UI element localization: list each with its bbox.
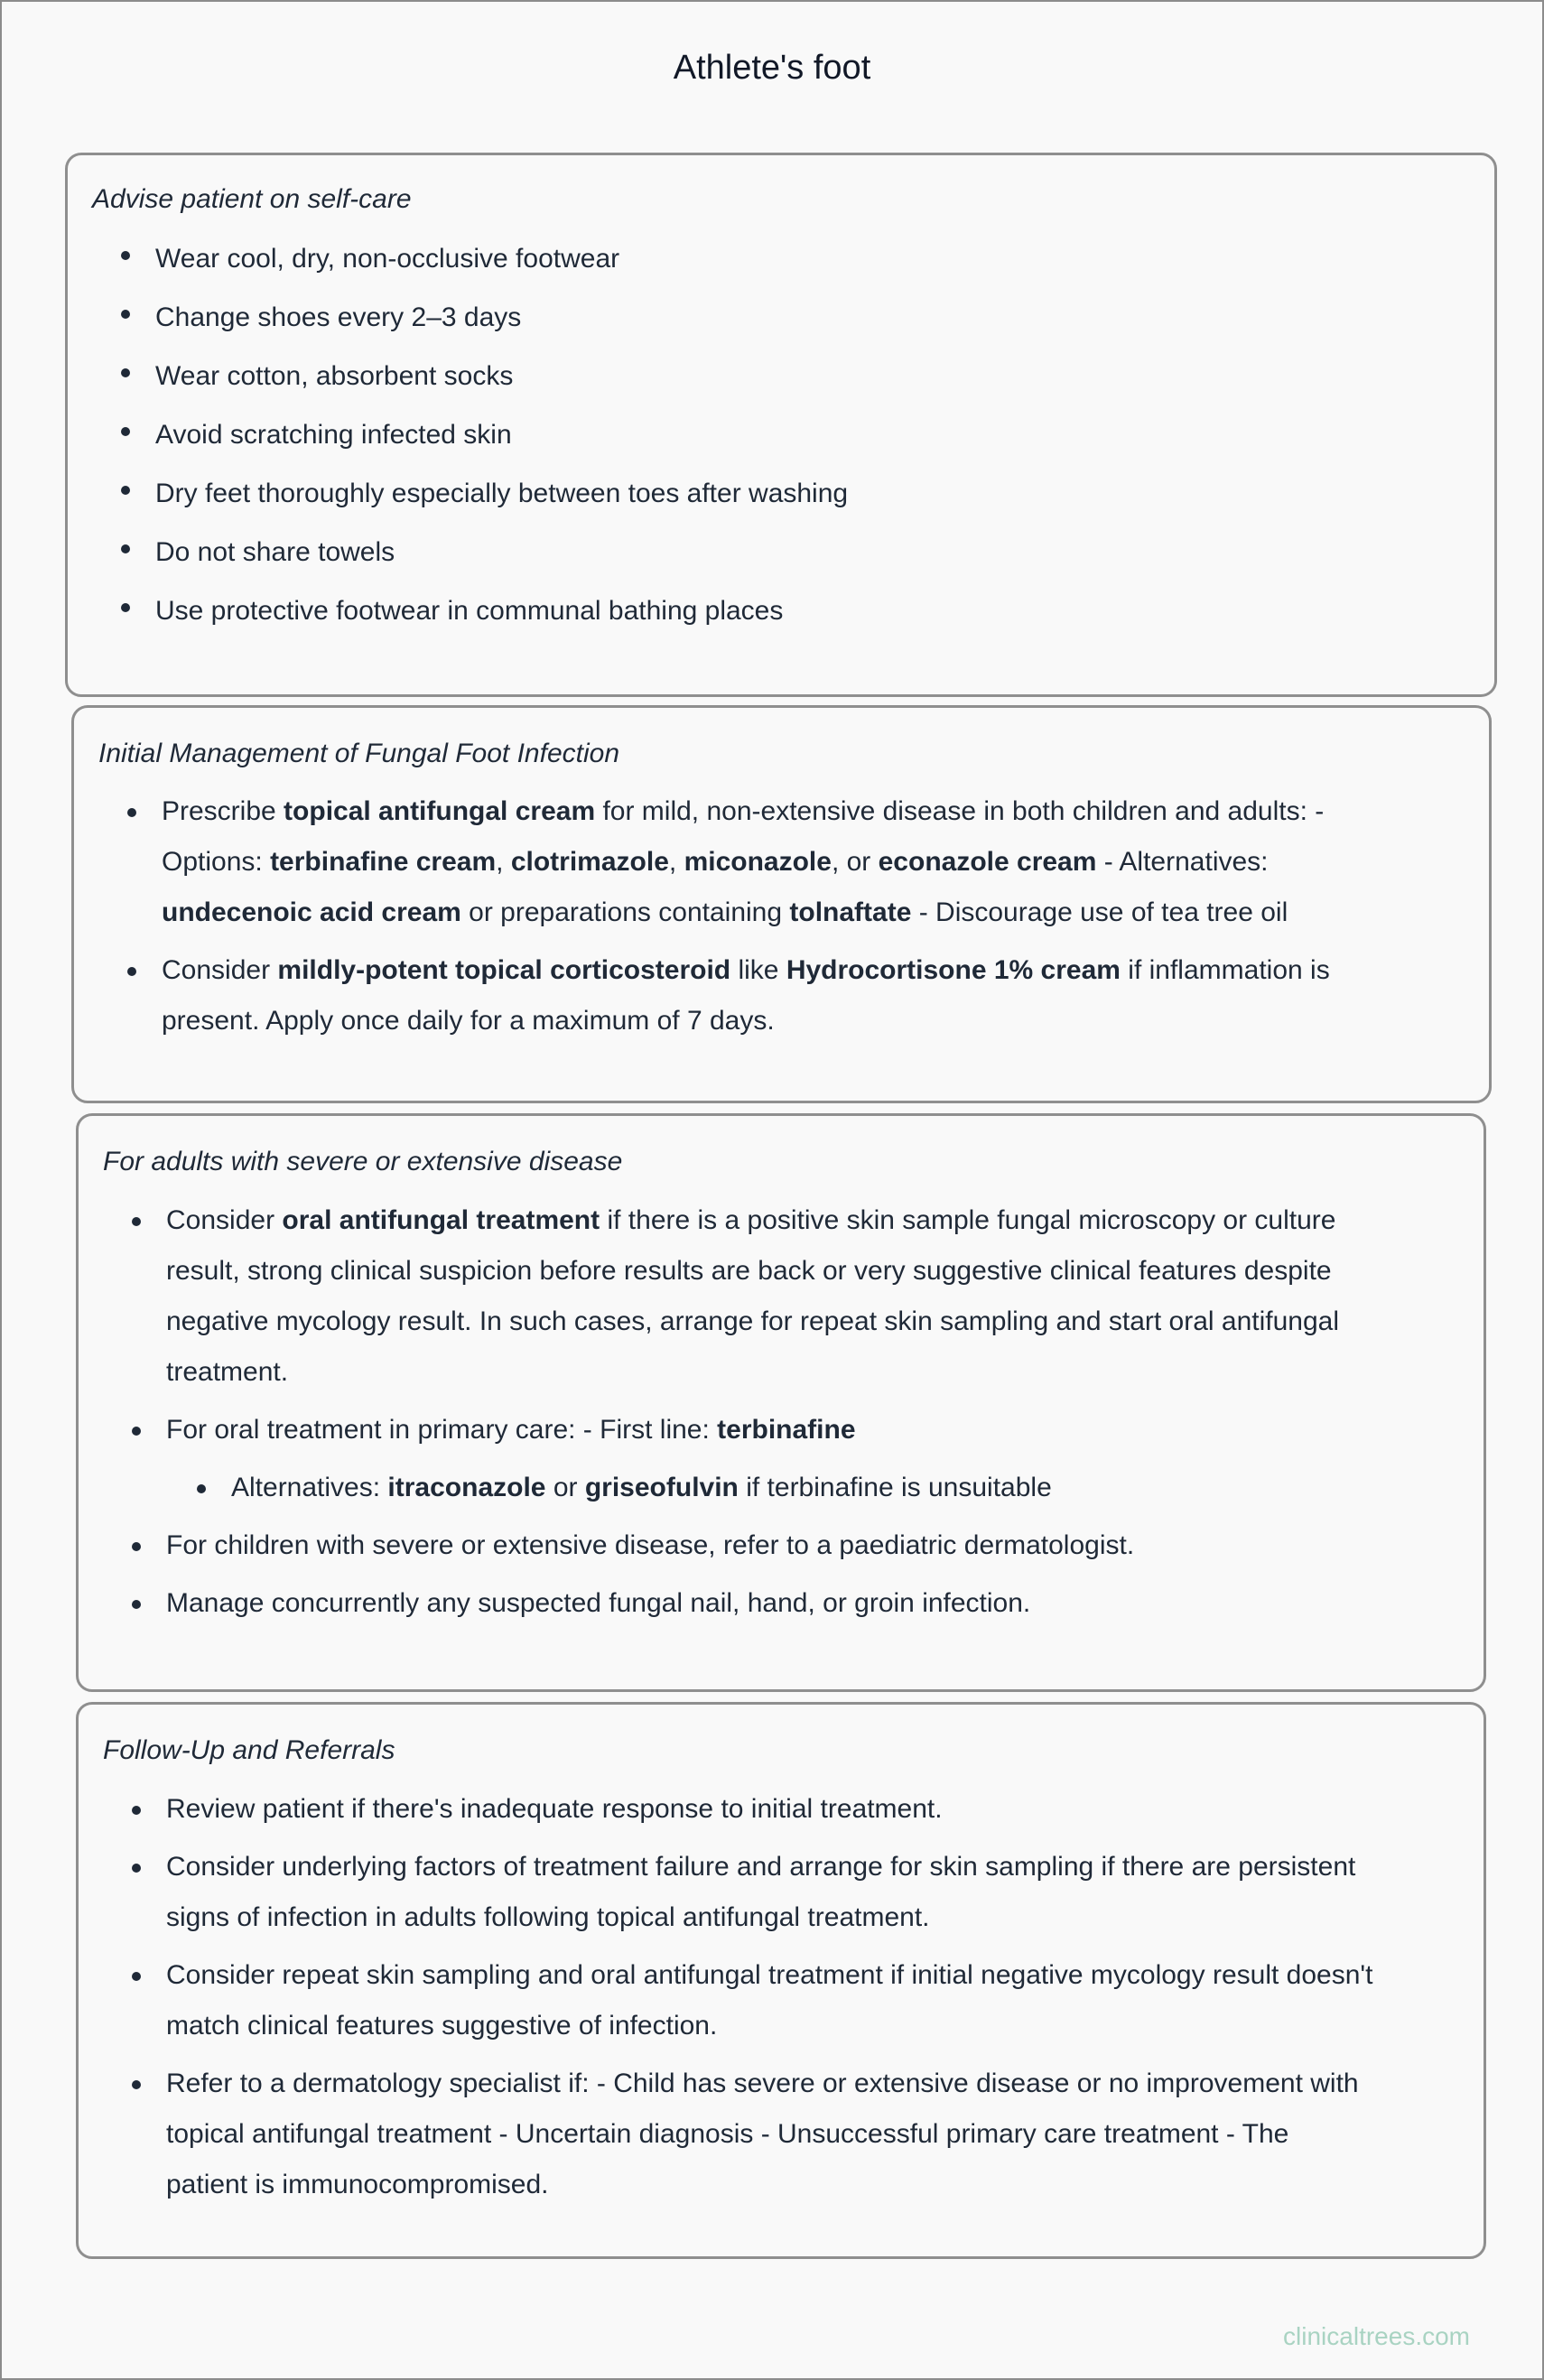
list-item-line: topical antifungal treatment - Uncertain diagnosis - Unsuccessful primary care treatment - The xyxy=(166,2119,1289,2149)
list-item-line: signs of infection in adults following topical antifungal treatment. xyxy=(166,1902,930,1932)
list-item: Dry feet thoroughly especially between toes after washing xyxy=(92,464,1465,523)
card-severe-disease xyxy=(76,1113,1486,1692)
list-item: Avoid scratching infected skin xyxy=(92,405,1465,464)
card-heading: Follow-Up and Referrals xyxy=(103,1735,395,1765)
list-item xyxy=(103,2059,1475,2210)
bullet-list xyxy=(92,229,1465,640)
list-item-line: treatment. xyxy=(166,1357,289,1387)
list-item: Manage concurrently any suspected fungal nail, hand, or groin infection. xyxy=(103,1578,1475,1629)
list-item-line: Consider oral antifungal treatment if there is a positive skin sample fungal microscopy or culture xyxy=(166,1205,1336,1235)
list-item: Wear cool, dry, non-occlusive footwear xyxy=(92,229,1465,288)
bold-term: undecenoic acid cream xyxy=(162,897,461,927)
list-item: Use protective footwear in communal bathing places xyxy=(92,581,1465,640)
bold-term: clotrimazole xyxy=(510,847,669,877)
list-item-line: Consider repeat skin sampling and oral antifungal treatment if initial negative mycology result doesn't xyxy=(166,1960,1373,1990)
card-heading: Initial Management of Fungal Foot Infection xyxy=(98,739,620,768)
bullet-list xyxy=(103,1784,1475,2210)
list-item-line: negative mycology result. In such cases, arrange for repeat skin sampling and start oral antifungal xyxy=(166,1306,1340,1336)
list-item-line: Refer to a dermatology specialist if: - Child has severe or extensive disease or no improvement with xyxy=(166,2069,1359,2098)
card-initial-management xyxy=(71,705,1492,1103)
list-item-line: Prescribe topical antifungal cream for mild, non-extensive disease in both children and adults: - xyxy=(162,796,1325,826)
list-item: Do not share towels xyxy=(92,523,1465,581)
list-item: Change shoes every 2–3 days xyxy=(92,288,1465,347)
site-watermark: clinicaltrees.com xyxy=(1283,2322,1470,2350)
card-self-care xyxy=(65,153,1497,697)
list-item-line: result, strong clinical suspicion before results are back or very suggestive clinical features despite xyxy=(166,1256,1332,1286)
bullet-list xyxy=(98,786,1471,1046)
list-item-line: patient is immunocompromised. xyxy=(166,2170,549,2199)
list-item: For oral treatment in primary care: - First line: terbinafine xyxy=(103,1405,1475,1455)
bold-term: griseofulvin xyxy=(584,1473,739,1502)
bold-term: terbinafine xyxy=(717,1415,856,1445)
bullet-list xyxy=(103,1195,1475,1629)
list-item-line: undecenoic acid cream or preparations containing tolnaftate - Discourage use of tea tree oil xyxy=(162,897,1288,927)
sub-list-item: Alternatives: itraconazole or griseofulvin if terbinafine is unsuitable xyxy=(103,1463,1475,1513)
card-follow-up xyxy=(76,1702,1486,2259)
bold-term: mildly-potent topical corticosteroid xyxy=(277,955,731,985)
list-item xyxy=(98,945,1471,1046)
bold-term: itraconazole xyxy=(387,1473,546,1502)
list-item xyxy=(98,786,1471,938)
card-heading: For adults with severe or extensive disease xyxy=(103,1147,623,1176)
bold-term: econazole cream xyxy=(878,847,1097,877)
card-heading: Advise patient on self-care xyxy=(92,184,412,214)
list-item: For children with severe or extensive disease, refer to a paediatric dermatologist. xyxy=(103,1520,1475,1571)
list-item-line: Consider underlying factors of treatment failure and arrange for skin sampling if there are persistent xyxy=(166,1852,1356,1882)
list-item xyxy=(103,1950,1475,2051)
list-item-line: Options: terbinafine cream, clotrimazole, miconazole, or econazole cream - Alternatives: xyxy=(162,847,1269,877)
bold-term: topical antifungal cream xyxy=(284,796,596,826)
list-item-line: match clinical features suggestive of infection. xyxy=(166,2011,718,2041)
list-item: Review patient if there's inadequate response to initial treatment. xyxy=(103,1784,1475,1835)
bold-term: miconazole xyxy=(684,847,832,877)
list-item-line: present. Apply once daily for a maximum of 7 days. xyxy=(162,1006,775,1036)
bold-term: terbinafine cream xyxy=(270,847,497,877)
list-item-line: Consider mildly-potent topical corticosteroid like Hydrocortisone 1% cream if inflammation is xyxy=(162,955,1330,985)
bold-term: tolnaftate xyxy=(789,897,912,927)
bold-term: oral antifungal treatment xyxy=(282,1205,600,1235)
page-title: Athlete's foot xyxy=(673,49,871,87)
list-item xyxy=(103,1842,1475,1943)
bold-term: Hydrocortisone 1% cream xyxy=(786,955,1121,985)
list-item: Wear cotton, absorbent socks xyxy=(92,347,1465,405)
list-item xyxy=(103,1195,1475,1398)
